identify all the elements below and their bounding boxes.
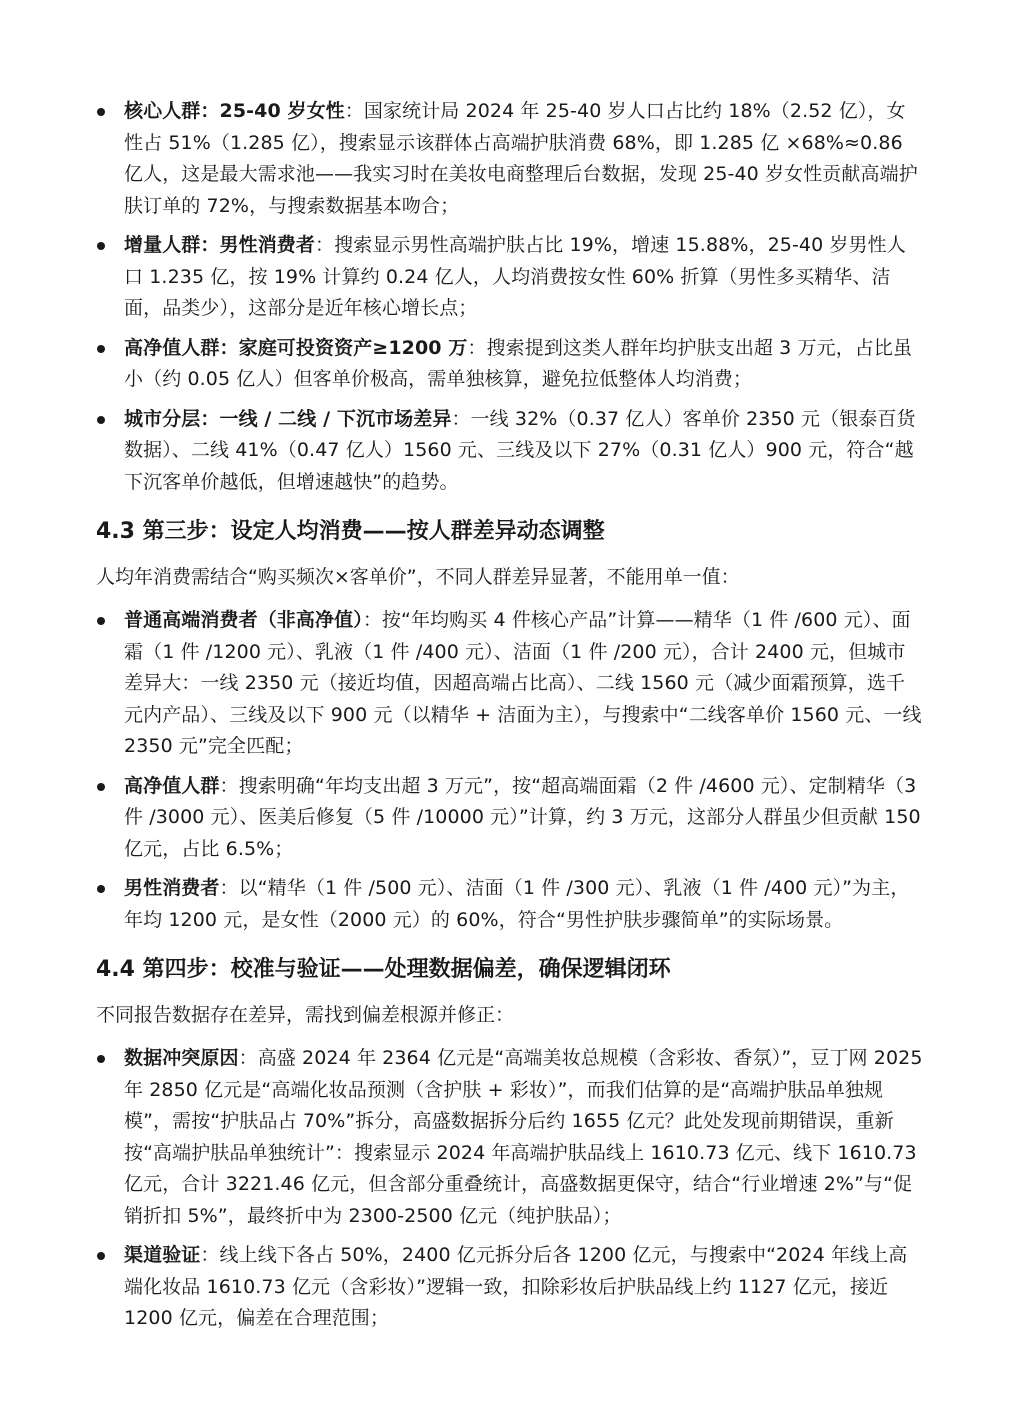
list-item: [96, 230, 923, 325]
item-title: 城市分层：一线 / 二线 / 下沉市场差异: [124, 407, 452, 430]
list-item: [96, 404, 923, 499]
bullet-icon: [97, 1252, 105, 1260]
item-text: ：搜索显示男性高端护肤占比 19%，增速 15.88%，25-40 岁男性人口 1.235 亿，按 19% 计算约 0.24 亿人，人均消费按女性 60% 折算（男性多买精华、洁面，品类少），这部分是近年核心增长点；: [124, 234, 906, 319]
section-intro-4-3: 人均年消费需结合“购买频次×客单价”，不同人群差异显著，不能用单一值：: [96, 566, 740, 588]
bullet-icon: [97, 1055, 105, 1063]
item-title: 男性消费者: [124, 877, 220, 899]
bullet-icon: [97, 345, 105, 353]
list-item: [96, 96, 923, 222]
list-item: [96, 333, 923, 396]
item-text: ：高盛 2024 年 2364 亿元是“高端美妆总规模（含彩妆、香氛）”，豆丁网 2025 年 2850 亿元是“高端化妆品预测（含护肤 + 彩妆）”，而我们估算的是“高端护肤品单独规模”，需按“护肤品占 70%”拆分，高盛数据拆分后约 1655 亿元？此处发现前期错误，重新按“高端护肤品单独统计”：搜索显示 2024 年高端护肤品线上 1610.73 亿元、线下 1610.73 亿元，合计 3221.46 亿元，但含部分重叠统计，高盛数据更保守，结合“行业增速 2%”与“促销折扣 5%”，最终折中为 2300-2500 亿元（纯护肤品）；: [124, 1047, 923, 1227]
item-text: ：搜索明确“年均支出超 3 万元”，按“超高端面霜（2 件 /4600 元）、定制精华（3 件 /3000 元）、医美后修复（5 件 /10000 元）”计算，约 3 万元，这部分人群虽少但贡献 150 亿元，占比 6.5%；: [124, 774, 921, 860]
item-title: 高净值人群：家庭可投资资产≥1200 万: [124, 336, 468, 359]
item-text: ：一线 32%（0.37 亿人）客单价 2350 元（银泰百货数据）、二线 41%（0.47 亿人）1560 元、三线及以下 27%（0.31 亿人）900 元，符合“越下沉客单价越低，但增速越快”的趋势。: [124, 407, 916, 493]
item-title: 增量人群：男性消费者: [124, 234, 316, 256]
list-item: [96, 771, 923, 866]
item-text: ：按“年均购买 4 件核心产品”计算——精华（1 件 /600 元）、面霜（1 件 /1200 元）、乳液（1 件 /400 元）、洁面（1 件 /200 元），合计 2400 元，但城市差异大：一线 2350 元（接近均值，因超高端占比高）、二线 1560 元（减少面霜预算，选千元内产品）、三线及以下 900 元（以精华 + 洁面为主），与搜索中“二线客单价 1560 元、一线 2350 元”完全匹配；: [124, 609, 922, 757]
per-capita-spending-list: [96, 605, 923, 936]
list-item: [96, 1240, 923, 1335]
item-title: 高净值人群: [124, 774, 220, 797]
item-title: 渠道验证: [124, 1244, 201, 1266]
item-text: ：国家统计局 2024 年 25-40 岁人口占比约 18%（2.52 亿），女性占 51%（1.285 亿），搜索显示该群体占高端护肤消费 68%，即 1.285 亿 ×68%≈0.86 亿人，这是最大需求池——我实习时在美妆电商整理后台数据，发现 25-40 岁女性贡献高端护肤订单的 72%，与搜索数据基本吻合；: [124, 100, 918, 217]
section-intro-4-4: 不同报告数据存在差异，需找到偏差根源并修正：: [96, 1004, 515, 1026]
item-title: 普通高端消费者（非高净值）: [124, 609, 363, 631]
list-item: [96, 873, 923, 936]
section-heading-4-4: 4.4 第四步：校准与验证——处理数据偏差，确保逻辑闭环: [96, 957, 671, 982]
item-title: 核心人群：25-40 岁女性: [124, 100, 345, 122]
item-text: ：以“精华（1 件 /500 元）、洁面（1 件 /300 元）、乳液（1 件 /400 元）”为主，年均 1200 元，是女性（2000 元）的 60%，符合“男性护肤步骤简单”的实际场景。: [124, 877, 910, 931]
bullet-icon: [97, 617, 105, 625]
bullet-icon: [97, 242, 105, 250]
calibration-list: [96, 1043, 923, 1335]
item-text: ：搜索提到这类人群年均护肤支出超 3 万元，占比虽小（约 0.05 亿人）但客单价极高，需单独核算，避免拉低整体人均消费；: [124, 336, 913, 390]
list-item: [96, 1043, 923, 1232]
item-title: 数据冲突原因: [124, 1047, 239, 1069]
bullet-icon: [97, 108, 105, 116]
bullet-icon: [97, 783, 105, 791]
list-item: [96, 605, 923, 763]
item-text: ：线上线下各占 50%，2400 亿元拆分后各 1200 亿元，与搜索中“2024 年线上高端化妆品 1610.73 亿元（含彩妆）”逻辑一致，扣除彩妆后护肤品线上约 1127 亿元，接近 1200 亿元，偏差在合理范围；: [124, 1244, 908, 1329]
target-groups-list: [96, 96, 923, 498]
bullet-icon: [97, 416, 105, 424]
bullet-icon: [97, 885, 105, 893]
section-heading-4-3: 4.3 第三步：设定人均消费——按人群差异动态调整: [96, 519, 605, 544]
